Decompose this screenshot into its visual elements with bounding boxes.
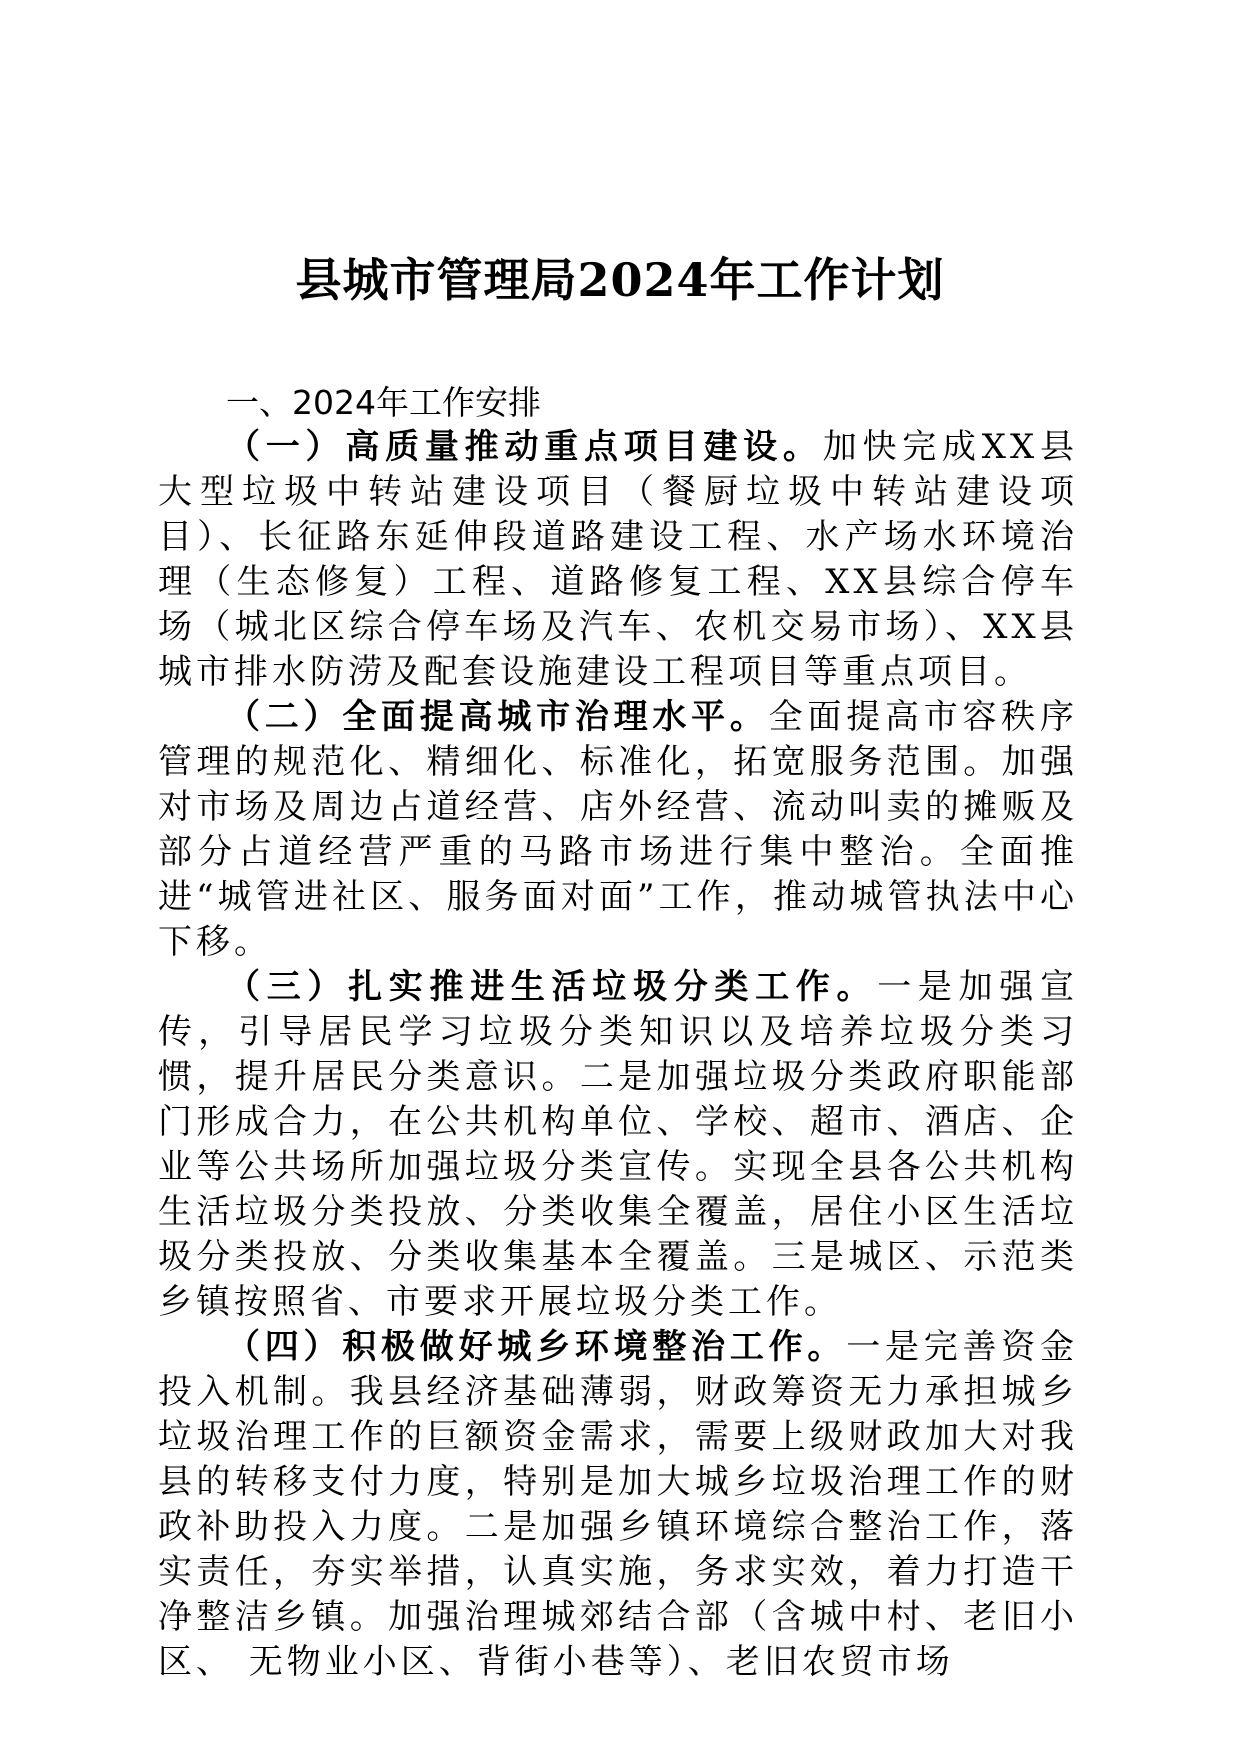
- paragraph-heading: （四）积极做好城乡环境整治工作。: [226, 1327, 847, 1367]
- paragraph-text: 一是完善资金投入机制。我县经济基础薄弱，财政筹资无力承担城乡垃圾治理工作的巨额资金需求，需要上级财政加大对我县的转移支付力度，特别是加大城乡垃圾治理工作的财政补助投入力度。二是加强乡镇环境综合整治工作，落实责任，夯实举措，认真实施，务求实效，着力打造干净整洁乡镇。加强治理城郊结合部（含城中村、老旧小区、 无物业小区、背街小巷等）、老旧农贸市场: [158, 1327, 1079, 1682]
- document-body: [158, 380, 1078, 1685]
- paragraph-urban-governance: [158, 695, 1078, 965]
- paragraph-text: 加快完成XX县大型垃圾中转站建设项目（餐厨垃圾中转站建设项目）、长征路东延伸段道路建设工程、水产场水环境治理（生态修复）工程、道路修复工程、XX县综合停车场（城北区综合停车场及汽车、农机交易市场）、XX县城市排水防涝及配套设施建设工程项目等重点项目。: [158, 427, 1078, 692]
- paragraph-heading: （三）扎实推进生活垃圾分类工作。: [226, 967, 878, 1007]
- paragraph-environment: [158, 1325, 1078, 1685]
- paragraph-text: 全面提高市容秩序管理的规范化、精细化、标准化，拓宽服务范围。加强对市场及周边占道经营、店外经营、流动叫卖的摊贩及部分占道经营严重的马路市场进行集中整治。全面推进“城管进社区、服务面对面”工作，推动城管执法中心下移。: [158, 697, 1079, 962]
- paragraph-key-projects: [158, 425, 1078, 695]
- paragraph-waste-sorting: [158, 965, 1078, 1325]
- paragraph-heading: （一）高质量推动重点项目建设。: [226, 427, 823, 467]
- document-title: 县城市管理局2024年工作计划: [295, 253, 945, 307]
- paragraph-text: 一是加强宣传，引导居民学习垃圾分类知识以及培养垃圾分类习惯，提升居民分类意识。二是加强垃圾分类政府职能部门形成合力，在公共机构单位、学校、超市、酒店、企业等公共场所加强垃圾分类宣传。实现全县各公共机构生活垃圾分类投放、分类收集全覆盖，居住小区生活垃圾分类投放、分类收集基本全覆盖。三是城区、示范类乡镇按照省、市要求开展垃圾分类工作。: [158, 967, 1079, 1322]
- paragraph-heading: （二）全面提高城市治理水平。: [226, 697, 769, 737]
- section-heading: 一、2024年工作安排: [226, 383, 541, 422]
